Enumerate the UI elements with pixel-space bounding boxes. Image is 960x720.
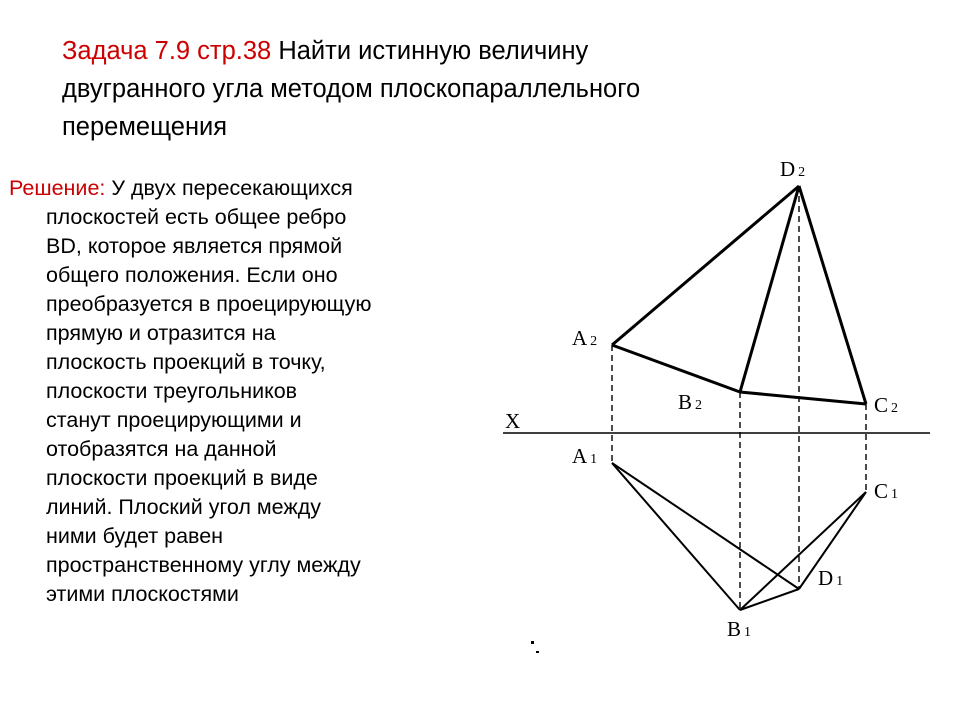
solution-line: преобразуется в проецирующую	[46, 292, 372, 316]
solution-line: линий. Плоский угол между	[46, 495, 322, 519]
edge-b1-d1	[740, 589, 799, 610]
solution-line: плоскости проекций в виде	[46, 466, 318, 490]
frontal-projection	[612, 186, 866, 404]
title-line-1: Найти истинную величину	[278, 37, 589, 65]
point-label-c2: C 2	[874, 393, 899, 417]
solution-line: отобразятся на данной	[46, 437, 277, 461]
edge-b1-c1	[740, 492, 866, 610]
solution-label: Решение:	[9, 176, 106, 200]
solution-line: Решение: У двух пересекающихся	[9, 176, 353, 200]
edge-d2-c2	[799, 186, 866, 404]
solution-line: этими плоскостями	[46, 582, 239, 606]
title-line-3: перемещения	[62, 113, 228, 141]
solution-line: плоскость проекций в точку,	[46, 350, 326, 374]
point-label-a2: A 2	[572, 326, 598, 350]
edge-a2-b2	[612, 345, 740, 392]
point-label-b1: B 1	[727, 617, 752, 641]
point-label-d2: D 2	[780, 157, 806, 181]
edge-b2-c2	[740, 392, 866, 404]
stray-mark	[531, 641, 534, 644]
edge-a2-d2	[612, 186, 799, 345]
edge-d2-b2	[740, 186, 799, 392]
solution-line: плоскостей есть общее ребро	[46, 205, 347, 229]
point-label-a1: A 1	[572, 444, 598, 468]
solution-line: пространственному углу между	[46, 553, 361, 577]
stray-mark	[536, 651, 539, 653]
title-line-2: двугранного угла методом плоскопараллельного	[62, 75, 641, 103]
task-reference: Задача 7.9 стр.38	[62, 37, 272, 65]
solution-line: ними будет равен	[46, 524, 224, 548]
solution-line: плоскости треугольников	[46, 379, 298, 403]
solution-line: общего положения. Если оно	[46, 263, 338, 287]
solution-line: станут проецирующими и	[46, 408, 302, 432]
solution-line: прямую и отразится на	[46, 321, 276, 345]
x-axis-label: X	[505, 409, 521, 433]
point-label-b2: B 2	[678, 390, 703, 414]
point-label-c1: C 1	[874, 479, 899, 503]
point-label-d1: D 1	[818, 566, 844, 590]
solution-line: BD, которое является прямой	[46, 234, 343, 258]
